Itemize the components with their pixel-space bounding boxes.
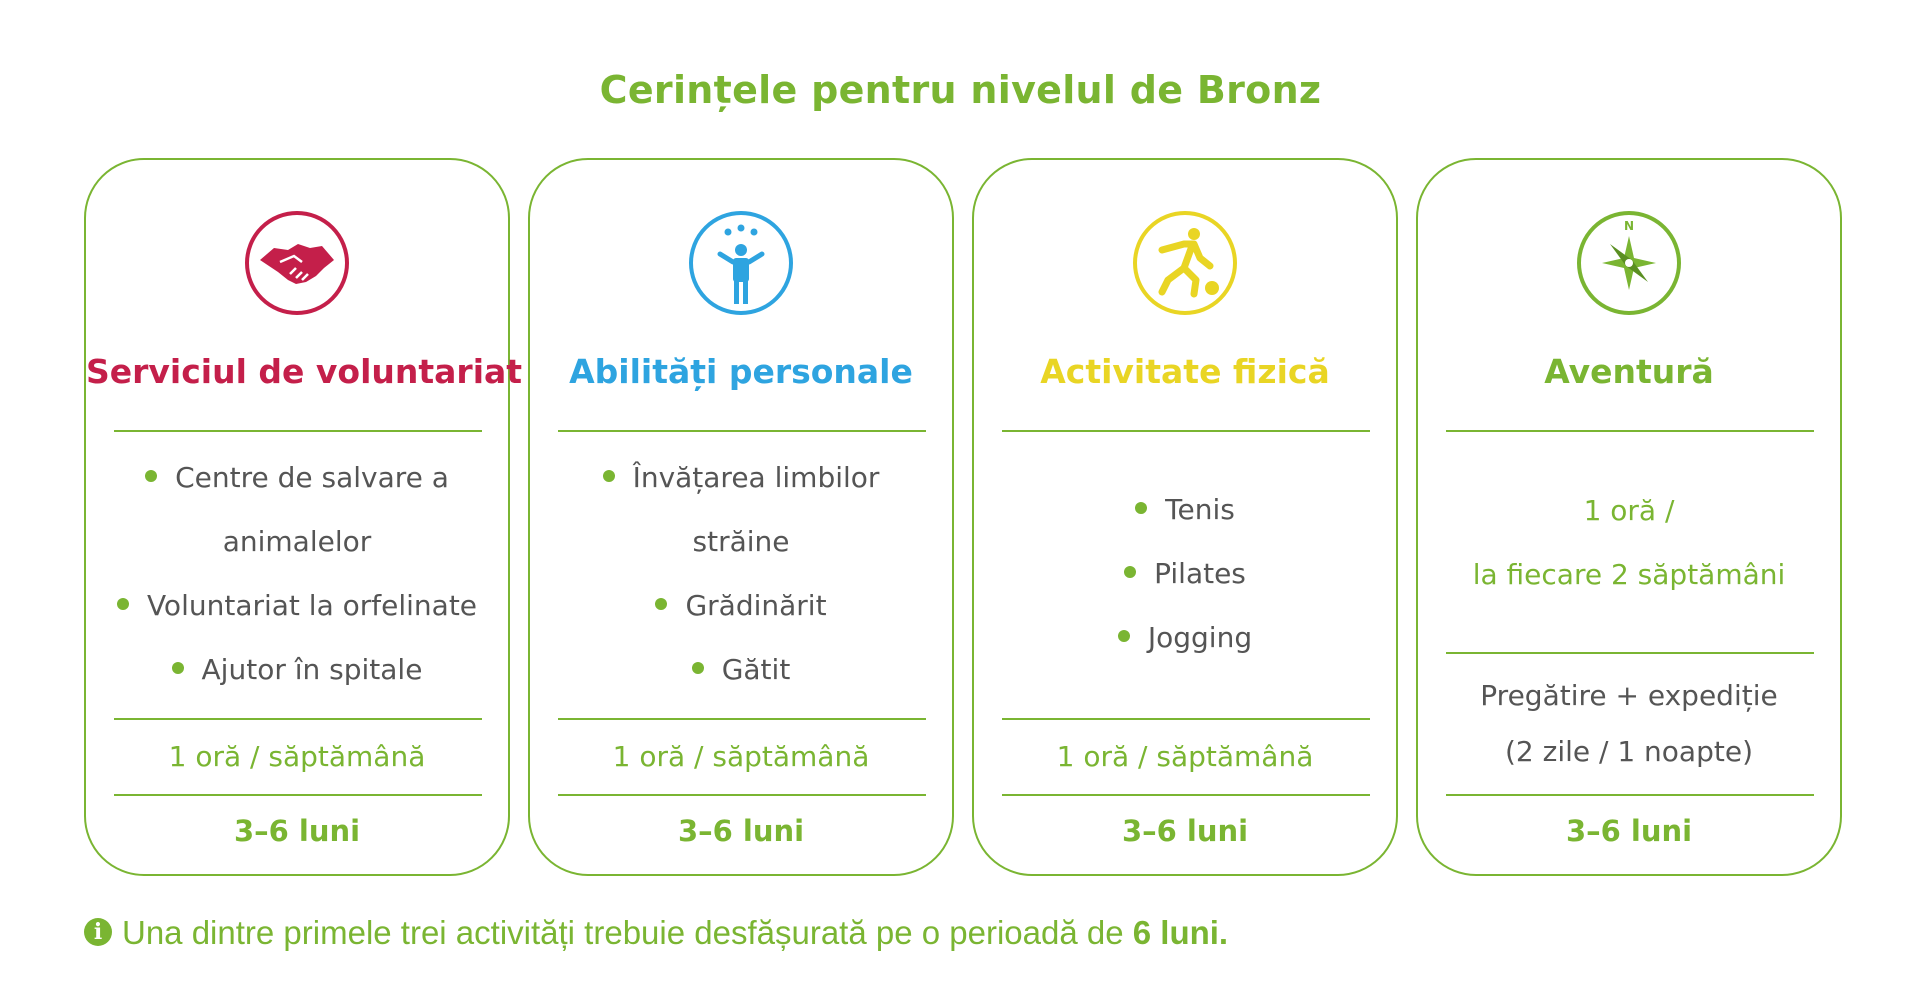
- card-title: Aventură: [1544, 352, 1714, 391]
- info-icon: i: [84, 918, 112, 946]
- bullet-icon: [1118, 630, 1130, 642]
- divider: [1446, 794, 1814, 796]
- card-personal-skills: [528, 158, 954, 876]
- card-physical-activity: [972, 158, 1398, 876]
- activity-list: [974, 478, 1396, 670]
- activity-list: [530, 446, 952, 702]
- divider: [558, 794, 926, 796]
- duration-text: 3–6 luni: [1565, 814, 1693, 848]
- footnote: i Una dintre primele trei activități trebuie desfășurată pe o perioadă de 6 luni.: [84, 914, 1228, 952]
- handshake-icon: [244, 210, 350, 316]
- frequency-text: la fiecare 2 săptămâni: [1472, 558, 1786, 591]
- list-item: Grădinărit: [530, 574, 952, 638]
- divider: [1446, 652, 1814, 654]
- frequency-text: 1 oră /: [1583, 494, 1675, 527]
- card-adventure: [1416, 158, 1842, 876]
- list-item: Centre de salvare a animalelor: [86, 446, 508, 574]
- bullet-icon: [145, 470, 157, 482]
- divider: [114, 794, 482, 796]
- list-item: Ajutor în spitale: [86, 638, 508, 702]
- list-item: Tenis: [974, 478, 1396, 542]
- frequency-text: 1 oră / săptămână: [1056, 740, 1314, 773]
- divider: [114, 718, 482, 720]
- svg-text:N: N: [1623, 219, 1635, 233]
- list-item: Jogging: [974, 606, 1396, 670]
- bullet-icon: [603, 470, 615, 482]
- divider: [558, 430, 926, 432]
- divider: [114, 430, 482, 432]
- list-item: Voluntariat la orfelinate: [86, 574, 508, 638]
- frequency-text: 1 oră / săptămână: [168, 740, 426, 773]
- activity-list: [86, 446, 508, 702]
- list-item: Gătit: [530, 638, 952, 702]
- duration-text: 3–6 luni: [1121, 814, 1249, 848]
- list-item: Pilates: [974, 542, 1396, 606]
- page-title: Cerințele pentru nivelul de Bronz: [599, 68, 1322, 112]
- card-title: Serviciul de voluntariat: [86, 352, 523, 391]
- frequency-text: 1 oră / săptămână: [612, 740, 870, 773]
- duration-text: 3–6 luni: [233, 814, 361, 848]
- soccer-player-icon: [1132, 210, 1238, 316]
- card-title: Abilități personale: [569, 352, 913, 391]
- bullet-icon: [172, 662, 184, 674]
- divider: [1446, 430, 1814, 432]
- divider: [1002, 430, 1370, 432]
- bullet-icon: [1124, 566, 1136, 578]
- juggler-icon: [688, 210, 794, 316]
- duration-text: 3–6 luni: [677, 814, 805, 848]
- divider: [1002, 718, 1370, 720]
- compass-icon: [1576, 210, 1682, 316]
- bullet-icon: [692, 662, 704, 674]
- bullet-icon: [655, 598, 667, 610]
- list-item: Învățarea limbilor străine: [530, 446, 952, 574]
- divider: [558, 718, 926, 720]
- divider: [1002, 794, 1370, 796]
- card-volunteering: [84, 158, 523, 876]
- bullet-icon: [117, 598, 129, 610]
- card-title: Activitate fizică: [1040, 352, 1330, 391]
- expedition-text: Pregătire + expediție (2 zile / 1 noapte): [1480, 679, 1778, 768]
- bullet-icon: [1135, 502, 1147, 514]
